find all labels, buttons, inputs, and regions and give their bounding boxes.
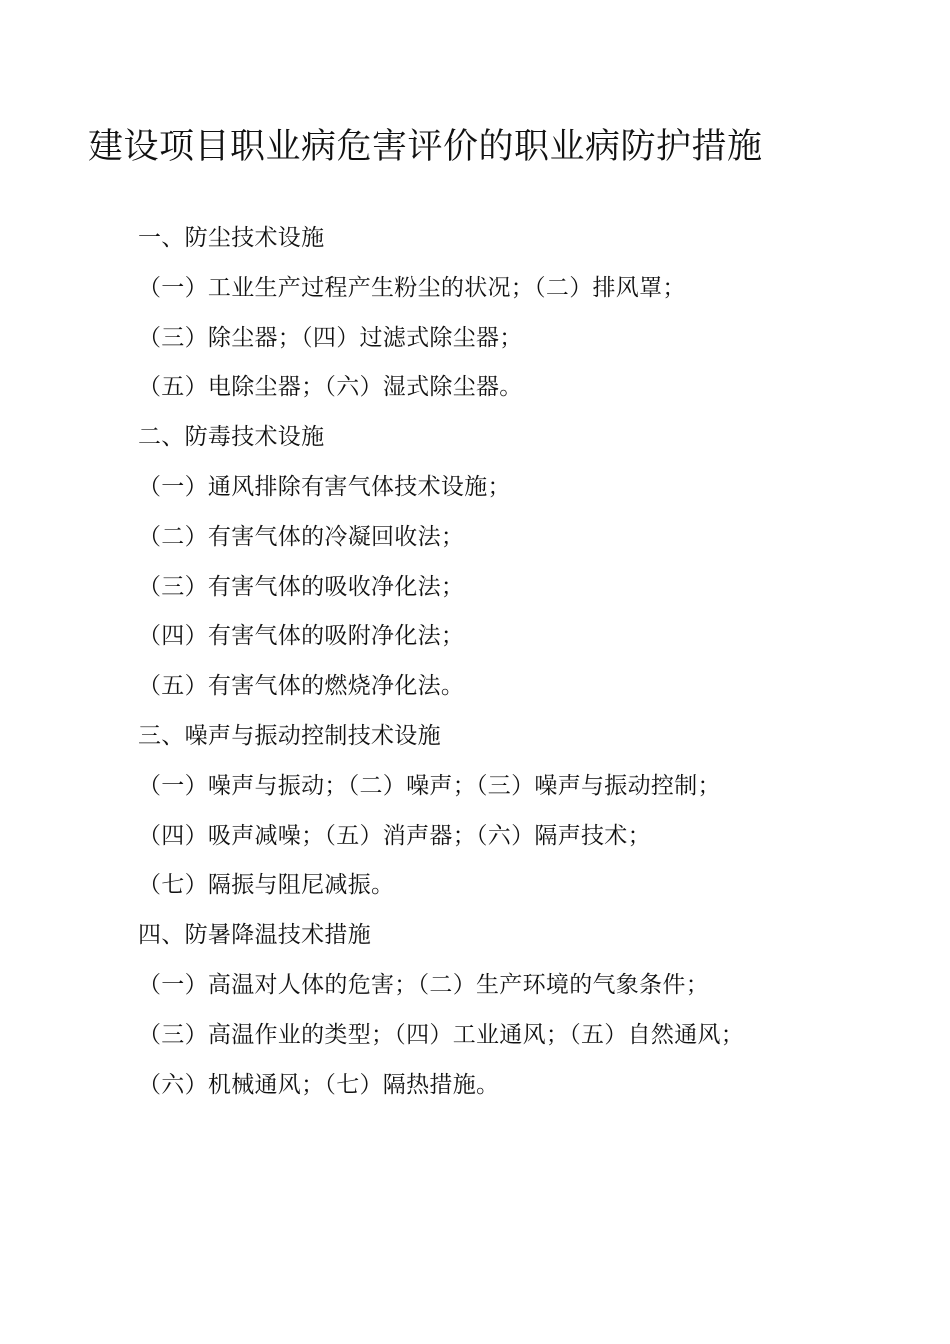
list-item: （七）隔振与阻尼减振。 (138, 872, 395, 899)
section-heading-noise: 三、噪声与振动控制技术设施 (138, 722, 441, 749)
list-item: （六）机械通风；（七）隔热措施。 (138, 1071, 500, 1098)
section-heading-dust: 一、防尘技术设施 (138, 225, 325, 251)
list-item: （五）电除尘器；（六）湿式除尘器。 (138, 374, 523, 401)
list-item: （三）除尘器；（四）过滤式除尘器； (138, 324, 523, 351)
document-title: 建设项目职业病危害评价的职业病防护措施 (88, 127, 763, 168)
list-item: （二）有害气体的冷凝回收法； (138, 523, 465, 550)
list-item: （一）通风排除有害气体技术设施； (138, 473, 511, 500)
list-item: （三）高温作业的类型；（四）工业通风；（五）自然通风； (138, 1021, 745, 1048)
section-heading-heat: 四、防暑降温技术措施 (138, 922, 371, 949)
list-item: （四）吸声减噪；（五）消声器；（六）隔声技术； (138, 822, 651, 849)
list-item: （一）工业生产过程产生粉尘的状况；（二）排风罩； (138, 274, 686, 301)
section-heading-toxic: 二、防毒技术设施 (138, 424, 325, 451)
document-body (138, 214, 898, 1110)
list-item: （一）高温对人体的危害；（二）生产环境的气象条件； (138, 971, 709, 998)
list-item: （四）有害气体的吸附净化法； (138, 623, 465, 650)
list-item: （一）噪声与振动；（二）噪声；（三）噪声与振动控制； (138, 772, 721, 799)
list-item: （三）有害气体的吸收净化法； (138, 573, 465, 600)
list-item: （五）有害气体的燃烧净化法。 (138, 673, 465, 700)
